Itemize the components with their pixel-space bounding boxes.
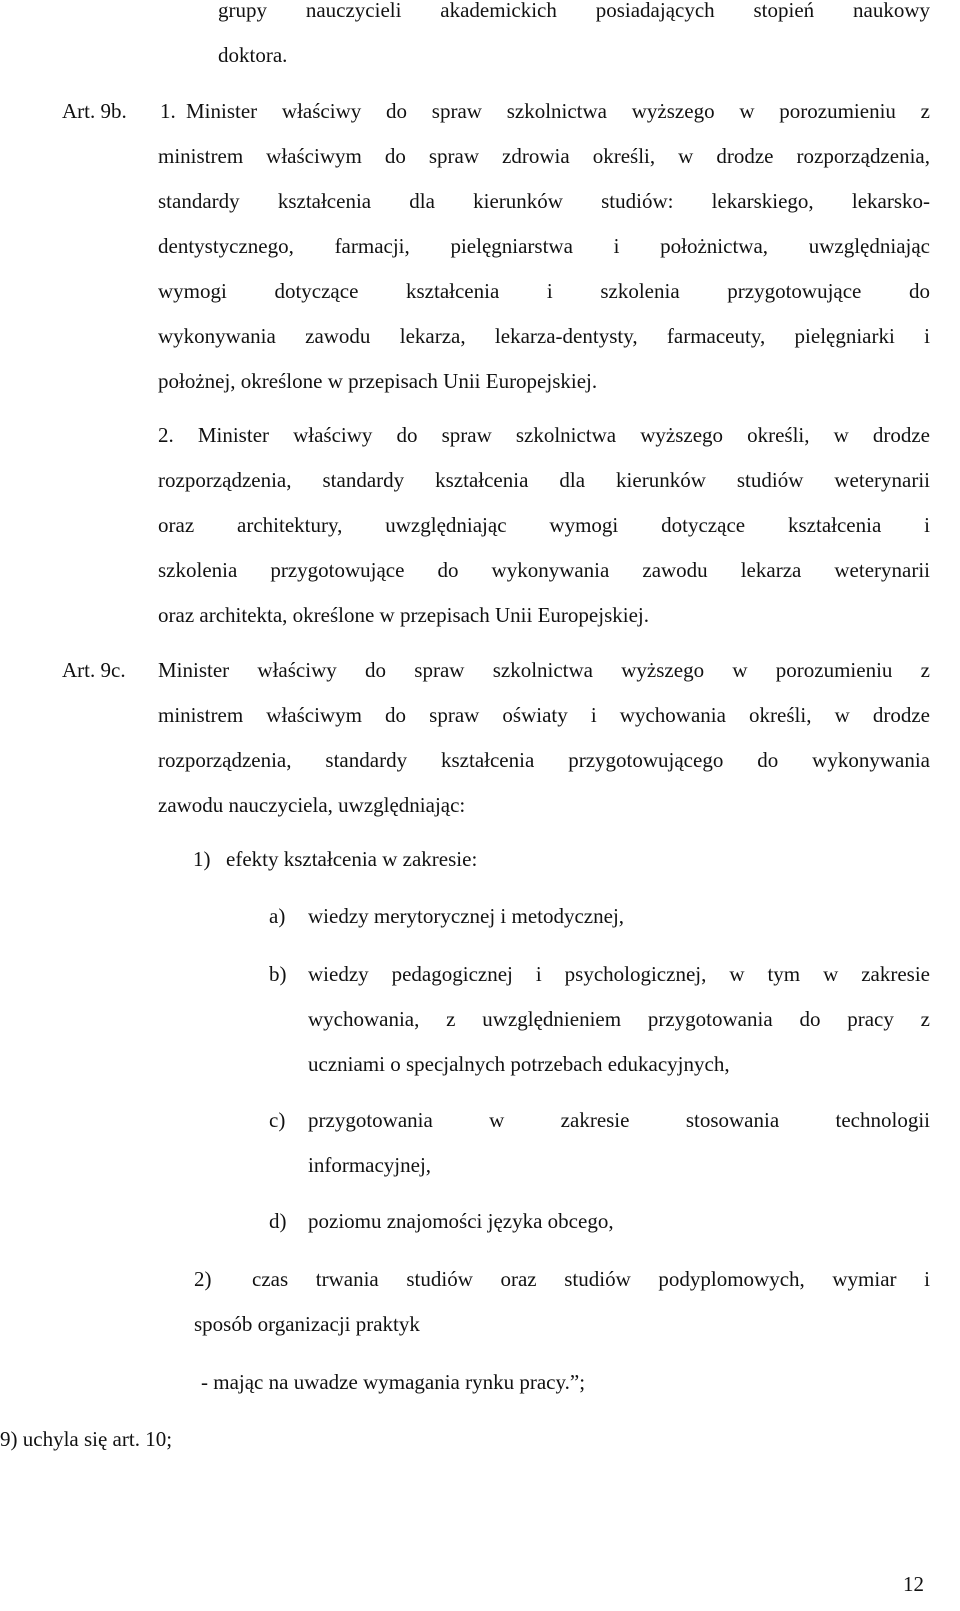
subitem-b-text [308,952,930,1087]
subitem-c-text [308,1098,930,1188]
art-9c-label: Art. 9c. [62,658,126,682]
art-9b-p1-line-3: standardy kształcenia dla kierunków studiów: lekarskiego, lekarsko- [158,189,930,213]
art-9b-p1-line-6: wykonywania zawodu lekarza, lekarza-dentysty, farmaceuty, pielęgniarki i [158,324,930,348]
item-2-label: 2) [194,1267,212,1291]
subitem-a-label: a) [269,904,286,928]
art-9c-line-2: ministrem właściwym do spraw oświaty i wychowania określi, w drodze [158,703,930,727]
subitem-c-label: c) [269,1108,286,1132]
item-1-text: efekty kształcenia w zakresie: [226,847,478,871]
page-number: 12 [903,1572,924,1596]
art-9b-p2-line-3: oraz architektury, uwzględniając wymogi dotyczące kształcenia i [158,513,930,537]
art-9b-p2-line-1: 2. Minister właściwy do spraw szkolnictwa wyższego określi, w drodze [158,423,930,447]
art-9b-label: Art. 9b. [62,99,127,123]
continuation-paragraph [218,0,930,78]
continuation-line-2: doktora. [218,43,288,67]
subitem-b-line-2: wychowania, z uwzględnieniem przygotowania do pracy z [308,1007,930,1031]
subitem-c-line-1: przygotowania w zakresie stosowania technologii [308,1108,930,1132]
art-9c-paragraph [158,648,930,828]
art-9b-p1-line-2: ministrem właściwym do spraw zdrowia określi, w drodze rozporządzenia, [158,144,930,168]
item-2-line-2: sposób organizacji praktyk [194,1312,420,1336]
subitem-a-text: wiedzy merytorycznej i metodycznej, [308,904,625,928]
art-9c-line-4: zawodu nauczyciela, uwzględniając: [158,793,466,817]
art-9b-p1-line-1: Minister właściwy do spraw szkolnictwa wyższego w porozumieniu z [186,99,930,123]
subitem-b-line-3: uczniami o specjalnych potrzebach edukacyjnych, [308,1052,730,1076]
subitem-c-line-2: informacyjnej, [308,1153,432,1177]
art-9b-p2-line-2: rozporządzenia, standardy kształcenia dla kierunków studiów weterynarii [158,468,930,492]
art-9b-p1-line-7: położnej, określone w przepisach Unii Europejskiej. [158,369,598,393]
art-9b-p1-first [186,89,930,134]
closing-clause: - mając na uwadze wymagania rynku pracy.”; [201,1370,586,1394]
art-9c-line-1: Minister właściwy do spraw szkolnictwa wyższego w porozumieniu z [158,658,930,682]
art-9b-paragraph-2 [158,413,930,638]
subitem-d-text: poziomu znajomości języka obcego, [308,1209,614,1233]
art-9b-p2-line-4: szkolenia przygotowujące do wykonywania zawodu lekarza weterynarii [158,558,930,582]
item-1-label: 1) [193,847,211,871]
item-2-line-1: czas trwania studiów oraz studiów podyplomowych, wymiar i [252,1267,930,1291]
subitem-b-line-1: wiedzy pedagogicznej i psychologicznej, w tym w zakresie [308,962,930,986]
art-9b-p2-line-5: oraz architekta, określone w przepisach Unii Europejskiej. [158,603,649,627]
art-9b-p1-line-4: dentystycznego, farmacji, pielęgniarstwa i położnictwa, uwzględniając [158,234,930,258]
point-9: 9) uchyla się art. 10; [0,1427,173,1451]
subitem-d-label: d) [269,1209,287,1233]
art-9b-p1-number: 1. [160,99,176,123]
art-9c-line-3: rozporządzenia, standardy kształcenia przygotowującego do wykonywania [158,748,930,772]
subitem-b-label: b) [269,962,287,986]
art-9b-paragraph-1 [158,134,930,404]
art-9b-p1-line-5: wymogi dotyczące kształcenia i szkolenia przygotowujące do [158,279,930,303]
continuation-line-1: grupy nauczycieli akademickich posiadających stopień naukowy [218,0,930,22]
item-2-first [252,1257,930,1302]
